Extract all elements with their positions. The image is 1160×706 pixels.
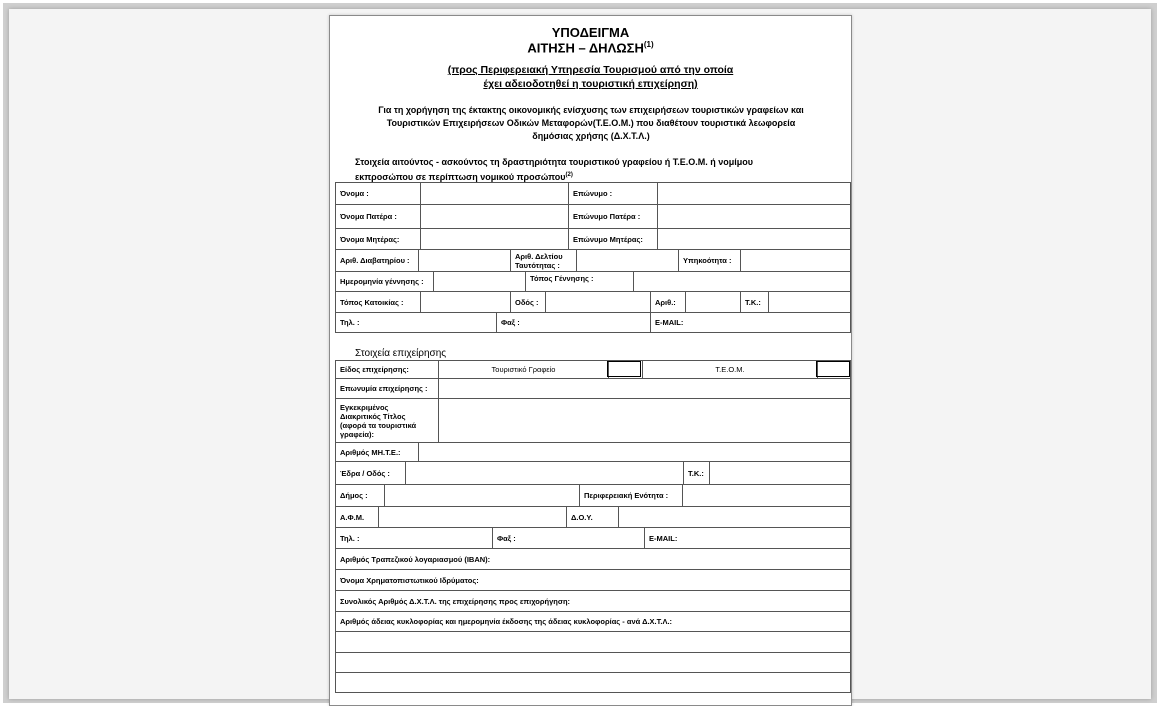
business-postal-code-label: Τ.Κ.: [683,462,709,484]
residence-label: Τόπος Κατοικίας : [340,297,404,307]
license-entry-field[interactable] [336,653,852,672]
birth-date-field[interactable] [433,272,525,291]
father-name-label: Όνομα Πατέρα : [340,212,397,221]
mother-surname-label: Επώνυμο Μητέρας: [568,229,657,249]
birth-place-field[interactable] [633,272,852,291]
table-row [336,271,850,291]
street-field[interactable] [545,292,650,312]
mother-surname-field[interactable] [657,229,852,249]
business-name-label: Επωνυμία επιχείρησης : [340,384,428,393]
business-section-heading: Στοιχεία επιχείρησης [355,348,447,359]
number-label: Αριθ.: [650,292,685,312]
license-entry-field[interactable] [336,673,852,692]
applicant-section-heading: Στοιχεία αιτούντος - ασκούντος τη δραστηριότητα τουριστικού γραφείου ή Τ.Ε.Ο.Μ. ή νομίμου εκπροσώπου σε περίπτωση νομικού προσώπου$^{(2)}$ [355,157,753,182]
email-label: E-MAIL: [650,313,852,332]
street-label: Οδός : [510,292,545,312]
intro-paragraph: Για τη χορήγηση της έκτακτης οικονομικής ενίσχυσης των επιχειρήσεων τουριστικών γραφείων και Τουριστικών Επιχειρήσεων Οδικών Μεταφορών(Τ.Ε.Ο.Μ.) που διαθέτουν τουριστικά λεωφορεία δημόσιας χρήσης (Δ.Χ.Τ.Λ.) [378,105,804,141]
table-row [336,461,850,484]
phone-label: Τηλ. : [340,318,360,327]
postal-code-label: Τ.Κ.: [740,292,768,312]
regional-unit-field[interactable] [682,485,852,506]
document-title: ΥΠΟΔΕΙΓΜΑ [551,25,630,40]
table-row [336,204,850,228]
distinctive-title-label: Εγκεκριμένος Διακριτικός Τίτλος (αφορά τα τουριστικά γραφεία): [340,402,417,439]
residence-field[interactable] [420,292,510,312]
business-type-label: Είδος επιχείρησης: [340,365,409,374]
table-row [336,672,850,693]
passport-label: Αριθ. Διαβατηρίου : [340,256,410,265]
table-row [336,312,850,333]
doy-label: Δ.Ο.Υ. [566,507,618,527]
seat-label: Έδρα / Οδός : [340,468,390,478]
table-row [336,182,850,204]
checkbox-teom-box[interactable] [816,361,850,377]
total-buses-label: Συνολικός Αριθμός Δ.Χ.Τ.Λ. της επιχείρησης προς επιχορήγηση: [340,596,571,606]
licenses-label: Αριθμός άδειας κυκλοφορίας και ημερομηνία έκδοσης της άδειας κυκλοφορίας - ανά Δ.Χ.Τ.Λ.: [340,617,673,626]
table-row [336,378,850,398]
id-card-label: Αριθ. Δελτίου Ταυτότητας : [510,250,576,271]
passport-field[interactable] [418,250,510,271]
father-surname-label: Επώνυμο Πατέρα : [568,205,657,228]
option-travel-agency: Τουριστικό Γραφείο [438,361,608,378]
nationality-label: Υπηκοότητα : [678,250,740,271]
number-field[interactable] [685,292,740,312]
first-name-field[interactable] [420,183,568,204]
mhte-label: Αριθμός ΜΗ.Τ.Ε.: [340,447,401,457]
checkbox-travel-agency-box[interactable] [607,361,641,377]
table-row [336,590,850,611]
iban-label: Αριθμός Τραπεζικού λογαριασμού (IBAN): [340,554,491,564]
license-entry-field[interactable] [336,632,852,652]
father-name-field[interactable] [420,205,568,228]
table-row [336,291,850,312]
surname-label: Επώνυμο : [568,183,657,204]
table-row [336,398,850,442]
nationality-field[interactable] [740,250,852,271]
distinctive-title-field[interactable] [438,399,852,442]
table-row [336,360,850,378]
afm-label: Α.Φ.Μ. [340,512,365,522]
table-row [336,484,850,506]
birth-place-label: Τόπος Γέννησης : [525,272,633,291]
table-row [336,442,850,461]
birth-date-label: Ημερομηνία γέννησης : [340,277,424,286]
business-phone-label: Τηλ. : [340,533,360,543]
regional-unit-label: Περιφερειακή Ενότητα : [579,485,682,506]
afm-field[interactable] [378,507,566,527]
table-row [336,569,850,590]
surname-field[interactable] [657,183,852,204]
id-card-field[interactable] [576,250,678,271]
mother-name-field[interactable] [420,229,568,249]
business-email-label: E-MAIL: [644,528,852,548]
mhte-field[interactable] [418,443,852,461]
business-fax-label: Φαξ : [492,528,644,548]
first-name-label: Όνομα : [340,189,369,198]
table-row [336,506,850,527]
doy-field[interactable] [618,507,852,527]
document-page [329,15,852,706]
father-surname-field[interactable] [657,205,852,228]
municipality-label: Δήμος : [340,491,368,500]
applicant-table [335,182,851,333]
bank-label: Όνομα Χρηματοπιστωτικού Ιδρύματος: [340,575,479,585]
mother-name-label: Όνομα Μητέρας: [340,234,400,244]
document-subtitle: ΑΙΤΗΣΗ – ΔΗΛΩΣΗ$^{(1)}$ [527,40,654,56]
table-row [336,228,850,249]
document-addressee: (προς Περιφερειακή Υπηρεσία Τουρισμού από την οποία έχει αδειοδοτηθεί η τουριστική επιχείρηση) [447,64,734,90]
table-row [336,611,850,631]
seat-field[interactable] [405,462,683,484]
table-row [336,631,850,652]
table-row [336,527,850,548]
postal-code-field[interactable] [768,292,852,312]
table-row [336,652,850,672]
business-table [335,360,851,693]
business-postal-code-field[interactable] [709,462,852,484]
table-row [336,249,850,271]
municipality-field[interactable] [384,485,579,506]
option-teom: Τ.Ε.Ο.Μ. [642,361,817,378]
business-name-field[interactable] [438,379,852,398]
table-row [336,548,850,569]
fax-label: Φαξ : [496,313,650,332]
